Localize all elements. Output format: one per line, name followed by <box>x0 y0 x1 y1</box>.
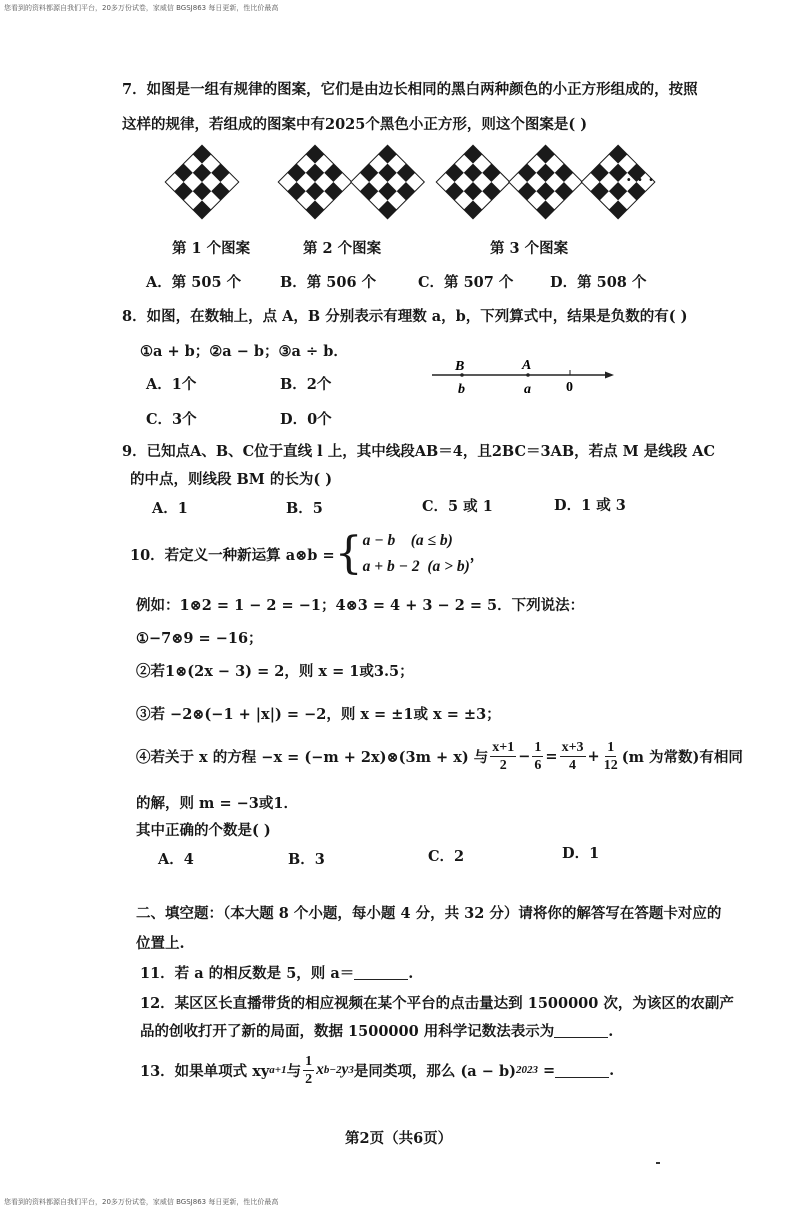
q13-exp1: a+1 <box>269 1064 287 1076</box>
q13-exp3: 3 <box>348 1064 354 1076</box>
q8-option-d[interactable]: D．0个 <box>280 411 332 428</box>
q10-option-b[interactable]: B．3 <box>288 851 325 868</box>
q13 <box>140 1050 614 1090</box>
q12-text: 品的创收打开了新的局面，数据 1500000 用科学记数法表示为 <box>140 1023 555 1040</box>
q12-line1: 12．某区区长直播带货的相应视频在某个平台的点击量达到 1500000 次，为该区的农副产 <box>140 995 734 1012</box>
q9-option-d[interactable]: D．1 或 3 <box>554 497 626 514</box>
q10-frac-3-num: x+3 <box>561 739 584 755</box>
q7-pattern-figures <box>155 138 675 230</box>
q10-cases <box>363 528 470 580</box>
q8-label-b: b <box>458 382 465 397</box>
q9-line2: 的中点，则线段 BM 的长为( ) <box>130 471 333 488</box>
q7-caption-1: 第 1 个图案 <box>172 240 251 257</box>
q10-frac-2-den: 6 <box>534 757 542 773</box>
q10-statement-2: ②若1⊗(2x − 3) = 2，则 x = 1或3.5； <box>136 663 414 680</box>
q12-end: . <box>608 1023 614 1040</box>
q10-frac-1-num: x+1 <box>492 739 515 755</box>
q10-frac-2-num: 1 <box>534 739 542 755</box>
q13-exp2: b−2 <box>323 1064 342 1076</box>
q10-example: 例如：1⊗2 = 1 − 2 = −1；4⊗3 = 4 + 3 − 2 = 5．下列说法： <box>136 597 585 614</box>
q10-lead: 10．若定义一种新运算 a⊗b = <box>130 546 335 564</box>
q10-tail: ， <box>469 546 485 564</box>
header-watermark: 您看到的资料都源自我们平台，20多万份试卷，家威信 BGSJ863 每日更新，性比价最高 <box>4 4 279 12</box>
q13-pre: 13．如果单项式 xy <box>140 1062 270 1080</box>
q10-frac-4-num: 1 <box>607 739 615 755</box>
q10-frac-4-den: 12 <box>603 757 618 773</box>
q7-option-b[interactable]: B．第 506 个 <box>280 274 377 291</box>
q8-label-A: A <box>522 358 532 373</box>
q11-answer-blank[interactable] <box>354 965 408 980</box>
q11-text: 11．若 a 的相反数是 5，则 a＝ <box>140 965 355 982</box>
pattern-3-diamond-1 <box>436 145 510 219</box>
q8-line1: 8．如图，在数轴上，点 A，B 分别表示有理数 a，b，下列算式中，结果是负数的有( ) <box>122 308 688 325</box>
q10-case-2: a + b − 2 (a > b) <box>362 558 470 575</box>
q10-case-1: a − b (a ≤ b) <box>362 532 453 549</box>
q9-line1: 9．已知点A、B、C位于直线 l 上，其中线段AB＝4，且2BC＝3AB，若点 M 是线段 AC <box>122 443 716 460</box>
q13-end: . <box>609 1061 615 1079</box>
q10-frac-1 <box>490 739 516 774</box>
q7-option-a[interactable]: A．第 505 个 <box>146 274 242 291</box>
q10-brace: { <box>334 528 363 579</box>
q8-label-a: a <box>524 382 531 397</box>
q13-post: 是同类项，那么 (a − b) <box>353 1062 516 1080</box>
q8-option-c[interactable]: C．3个 <box>146 411 197 428</box>
q10-s4-pre: ④若关于 x 的方程 −x = (−m + 2x)⊗(3m + x) 与 <box>136 748 489 766</box>
q10-option-d[interactable]: D．1 <box>562 845 600 862</box>
pattern-2-diamond-1 <box>278 145 352 219</box>
q8-option-a[interactable]: A．1个 <box>146 376 197 393</box>
q13-exp4: 2023 <box>515 1064 538 1076</box>
q10-s4-minus: − <box>518 747 531 765</box>
section2-heading: 二、填空题：（本大题 8 个小题，每小题 4 分，共 32 分）请将你的解答写在答题卡对应的 <box>136 905 722 922</box>
q8-option-b[interactable]: B．2个 <box>280 376 332 393</box>
q11-end: . <box>408 965 414 982</box>
q9-option-a[interactable]: A．1 <box>152 500 188 517</box>
q13-coef <box>303 1053 314 1088</box>
q7-caption-3: 第 3 个图案 <box>490 240 569 257</box>
q7-option-d[interactable]: D．第 508 个 <box>550 274 647 291</box>
section2-heading-line2: 位置上. <box>136 935 185 952</box>
q13-eq: = <box>537 1061 556 1079</box>
q10-frac-3 <box>560 739 586 774</box>
q7-option-c[interactable]: C．第 507 个 <box>418 274 514 291</box>
q10-frac-4 <box>602 739 620 774</box>
q13-x: x <box>316 1061 324 1078</box>
q13-mid: 与 <box>286 1062 302 1080</box>
q12-answer-blank[interactable] <box>554 1023 608 1038</box>
footer-watermark: 您看到的资料都源自我们平台，20多万份试卷，家威信 BGSJ863 每日更新，性比价最高 <box>4 1198 279 1206</box>
q8-label-zero: 0 <box>566 380 573 395</box>
q10-s4-plus: + <box>587 747 600 765</box>
q10-statement-4 <box>136 736 743 776</box>
q7-caption-2: 第 2 个图案 <box>303 240 382 257</box>
scan-mark <box>656 1162 660 1164</box>
q10-statement-3: ③若 −2⊗(−1 + |x|) = −2，则 x = ±1或 x = ±3； <box>136 706 501 723</box>
q10-frac-3-den: 4 <box>569 757 577 773</box>
q13-coef-den: 2 <box>305 1071 313 1087</box>
q10-question: 其中正确的个数是( ) <box>136 822 271 839</box>
pattern-3-diamond-2 <box>509 145 583 219</box>
q7-line1: 7．如图是一组有规律的图案，它们是由边长相同的黑白两种颜色的小正方形组成的，按照 <box>122 81 698 98</box>
q9-option-b[interactable]: B．5 <box>286 500 323 517</box>
q10-statement-1: ①−7⊗9 = −16； <box>136 630 263 647</box>
q7-ellipsis: · · · <box>626 170 654 189</box>
q8-number-line <box>428 355 618 399</box>
q10-s4-post: (m 为常数)有相同 <box>621 748 743 766</box>
page-number: 第2页（共6页） <box>345 1130 453 1147</box>
pattern-1-diamond-1 <box>165 145 239 219</box>
q11 <box>140 962 413 983</box>
q13-coef-num: 1 <box>305 1053 313 1069</box>
q13-answer-blank[interactable] <box>555 1063 609 1078</box>
q13-y: y <box>341 1061 349 1078</box>
q10-s4-line2: 的解，则 m = −3或1． <box>136 795 298 812</box>
q12-line2 <box>140 1020 613 1041</box>
q9-option-c[interactable]: C．5 或 1 <box>422 498 493 515</box>
q10-frac-2 <box>532 739 543 774</box>
q10-option-c[interactable]: C．2 <box>428 848 465 865</box>
q7-line2: 这样的规律，若组成的图案中有2025个黑色小正方形，则这个图案是( ) <box>122 116 588 133</box>
q10-s4-eq: = <box>545 747 558 765</box>
q10-definition <box>130 524 484 584</box>
q8-label-B: B <box>455 359 465 374</box>
pattern-2-diamond-2 <box>351 145 425 219</box>
q10-frac-1-den: 2 <box>499 757 507 773</box>
q8-expressions: ①a + b；②a − b；③a ÷ b． <box>140 343 348 360</box>
q10-option-a[interactable]: A．4 <box>158 851 194 868</box>
